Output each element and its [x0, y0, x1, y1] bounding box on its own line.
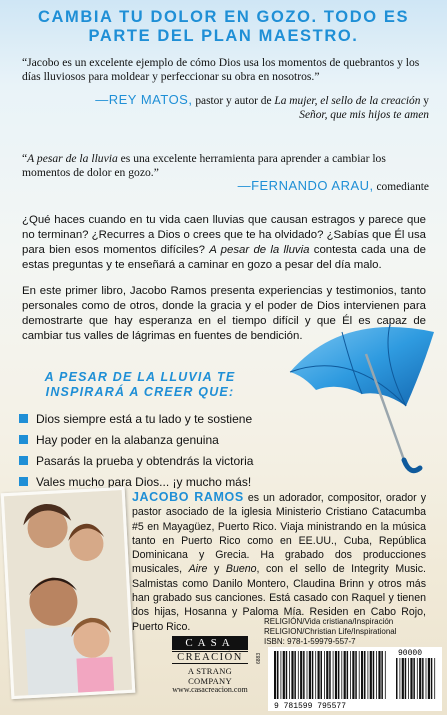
- price-code: 90000: [398, 649, 423, 658]
- quote-fernando-arau: “A pesar de la lluvia es una excelente herramienta para aprender a cambiar los momentos de dolor en gozo.”: [22, 152, 386, 179]
- barcode-bar: [298, 651, 299, 699]
- headline: CAMBIA TU DOLOR EN GOZO. TODO ES PARTE DEL PLAN MAESTRO.: [37, 8, 410, 45]
- barcode-bar: [289, 651, 290, 699]
- barcode-bar: [431, 658, 433, 699]
- barcode-number: 9 781599 795577: [274, 702, 347, 711]
- square-bullet-icon: [19, 477, 28, 486]
- barcode-bar: [370, 651, 372, 699]
- barcode-bar: [321, 651, 323, 699]
- book-title: A pesar de la lluvia: [27, 152, 118, 165]
- barcode-bar: [361, 651, 363, 699]
- barcode-bar: [344, 651, 346, 699]
- barcode-bar: [300, 651, 302, 699]
- barcode-bar: [368, 651, 369, 699]
- barcode-bar: [303, 651, 305, 699]
- quote-rey-matos-attribution: —REY MATOS, pastor y autor de La mujer, el sello de la creación y Señor, que mis hijos te amen: [95, 92, 429, 121]
- barcode-bar: [286, 651, 288, 699]
- barcode-bar: [318, 651, 320, 699]
- quote-fernando-arau-attribution: —FERNANDO ARAU, comediante: [237, 178, 429, 193]
- barcode-bar: [335, 651, 337, 699]
- barcode-bar: [396, 658, 398, 699]
- quote-rey-matos: “Jacobo es un excelente ejemplo de cómo Dios usa los momentos de quebrantos y los días lluviosos para moldear y perfeccionar su obra en nosotros.”: [22, 56, 420, 83]
- barcode-bar: [373, 651, 375, 699]
- isbn-barcode: [268, 647, 442, 711]
- barcode-bar: [402, 658, 404, 699]
- list-item: Hay poder en la alabanza genuina: [19, 429, 279, 450]
- barcode-bar: [347, 651, 349, 699]
- author-name: —REY MATOS,: [95, 92, 193, 107]
- square-bullet-icon: [19, 435, 28, 444]
- barcode-bar: [417, 658, 418, 699]
- author-family-photo: [1, 487, 136, 699]
- barcode-bar: [315, 651, 316, 699]
- barcode-bar: [422, 658, 424, 699]
- list-item: Vales mucho para Dios... ¡y mucho más!: [19, 471, 279, 492]
- publisher-logo: CASA CREACIÓN A STRANG COMPANY: [172, 636, 248, 686]
- barcode-bar: [400, 658, 401, 699]
- barcode-bar: [281, 651, 282, 699]
- barcode-bar: [428, 658, 430, 699]
- barcode-bar: [294, 651, 296, 699]
- barcode-bar: [352, 651, 354, 699]
- barcode-bar: [274, 651, 276, 699]
- barcode-bar: [283, 651, 285, 699]
- square-bullet-icon: [19, 456, 28, 465]
- book-title: La mujer, el sello de la creación: [274, 95, 421, 107]
- barcode-bar: [312, 651, 314, 699]
- barcode-bar: [405, 658, 407, 699]
- barcode-bar: [326, 651, 328, 699]
- description-paragraph: En este primer libro, Jacobo Ramos presenta experiencias y testimonios, tanto personales como de otros, donde la gracia y el poder de Dios intervienen para demostrarte que hay esperanza en el tiempo difícil y que Él es capaz de cambiar tus valles de lágrimas en fuentes de bendición.: [22, 285, 426, 342]
- barcode-bar: [291, 651, 293, 699]
- list-item: Dios siempre está a tu lado y te sostiene: [19, 408, 279, 429]
- umbrella-illustration: [282, 310, 442, 480]
- benefits-list: [19, 408, 279, 492]
- barcode-bar: [376, 651, 377, 699]
- barcode-bar: [364, 651, 366, 699]
- barcode-bar: [307, 651, 308, 699]
- barcode-bar: [329, 651, 331, 699]
- barcode-bar: [408, 658, 409, 699]
- square-bullet-icon: [19, 414, 28, 423]
- book-title: Señor, que mis hijos te amen: [299, 109, 429, 121]
- barcode-bar: [419, 658, 421, 699]
- barcode-bar: [309, 651, 311, 699]
- author-name: JACOBO RAMOS: [132, 490, 244, 504]
- author-bio: JACOBO RAMOS es un adorador, compositor, orador y pastor asociado de la iglesia Ministerio Cristiano Catacumba #5 en Mayagüez, Puerto Rico. Viaja ministrando en la música tanto en Puerto Rico como en EE.UU., Cuba, República Dominicana y Grecia. Ha grabado dos producciones musicales, Aire y Bueno, con el sello de Integrity Music. Salmistas como Danilo Montero, Claudina Brinn y otros más han grabado sus canciones. Está casado con Raquel y tienen dos hijas, Hosanna y Paloma Mía. Residen en Cabo Rojo, Puerto Rico.: [132, 490, 427, 633]
- barcode-bar: [277, 651, 279, 699]
- barcode-bar: [341, 651, 342, 699]
- barcode-bar: [338, 651, 340, 699]
- barcode-bar: [378, 651, 380, 699]
- publisher-url: www.casacreacion.com: [172, 685, 248, 694]
- barcode-bar: [381, 651, 383, 699]
- barcode-bar: [410, 658, 412, 699]
- subheading: A PESAR DE LA LLUVIA TE INSPIRARÁ A CREER QUE:: [44, 370, 236, 399]
- barcode-bar: [355, 651, 357, 699]
- barcode-bar: [434, 658, 435, 699]
- barcode-bar: [385, 651, 386, 699]
- book-title: A pesar de la lluvia: [209, 244, 310, 256]
- barcode-bar: [350, 651, 351, 699]
- barcode-bar: [359, 651, 360, 699]
- side-code: 6883: [256, 652, 262, 664]
- barcode-bar: [413, 658, 415, 699]
- barcode-bar: [324, 651, 325, 699]
- barcode-bar: [333, 651, 334, 699]
- category-labels: RELIGIÓN/Vida cristiana/Inspiración RELIGION/Christian Life/Inspirational: [264, 617, 397, 636]
- author-name: —FERNANDO ARAU,: [237, 178, 374, 193]
- barcode-bar: [426, 658, 427, 699]
- isbn-label: ISBN: 978-1-59979-557-7: [264, 637, 356, 646]
- intro-paragraph: ¿Qué haces cuando en tu vida caen lluvias que causan estragos y parece que no terminan? ¿Recurres a Dios o crees que te ha olvidado? ¿Sabías que Él usa para bien esos momentos difíciles? A pesar de la lluvia contesta cada una de estas preguntas y te enseñará a caminar en gozo a pesar del día malo.: [22, 214, 426, 271]
- list-item: Pasarás la prueba y obtendrás la victoria: [19, 450, 279, 471]
